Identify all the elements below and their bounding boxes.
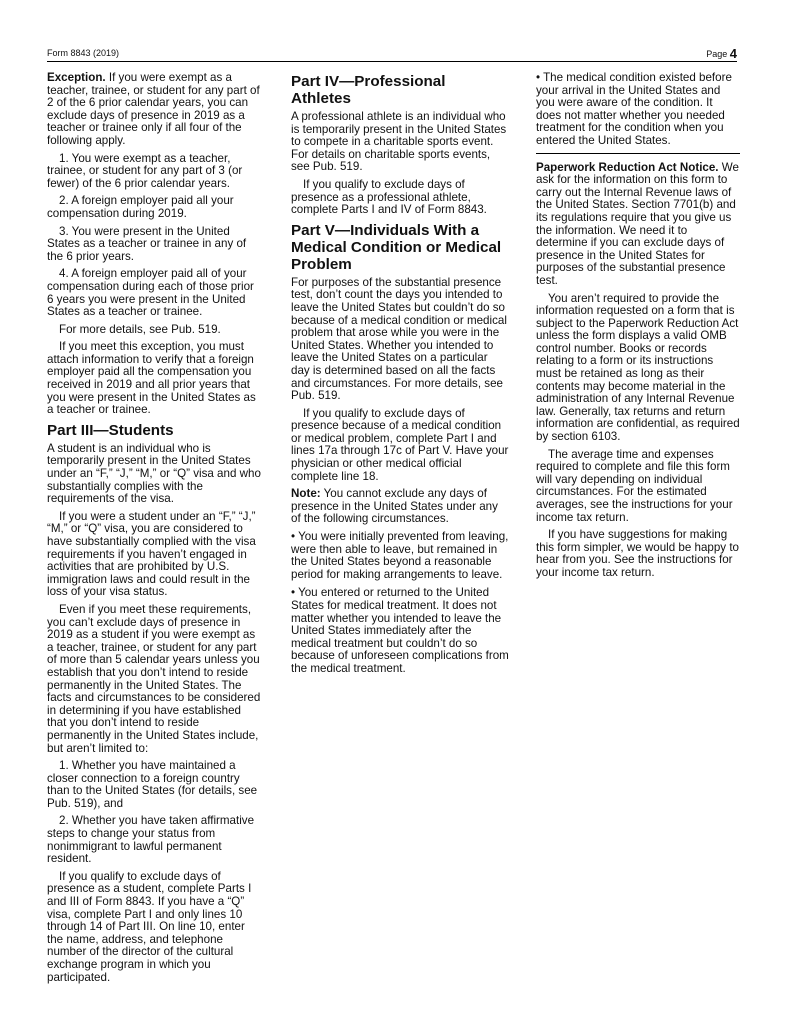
exception-paragraph — [47, 72, 263, 148]
part3-item-1: 1. Whether you have maintained a closer connection to a foreign country than to the United States (for details, see Pub. 519), and — [47, 759, 258, 810]
part4-heading: Part IV—Professional Athletes — [291, 73, 446, 107]
header-rule — [47, 61, 737, 62]
pra-paragraph-4: If you have suggestions for making this form simpler, we would be happy to hear from you. See the instructions for your income tax return. — [536, 528, 739, 579]
part5-heading: Part V—Individuals With a Medical Condition or Medical Problem — [291, 221, 502, 273]
part3-item-2: 2. Whether you have taken affirmative steps to change your status from nonimmigrant to lawful permanent resident. — [47, 814, 255, 866]
page-label: Page — [706, 49, 728, 59]
circumstance-list — [291, 531, 509, 676]
part5-paragraph-1: For purposes of the substantial presence test, don’t count the days you intended to leave the United States but couldn’t do so because of a medical condition or medical problem that arose while you were in the United States. Whether you intended to leave the United States on a particular day is determined based on all the facts and circumstances. For more details, see Pub. 519. — [291, 275, 507, 403]
note-text: You cannot exclude any days of presence in the United States under any of the following circumstances. — [291, 487, 498, 526]
part4-paragraph-1: A professional athlete is an individual who is temporarily present in the United States to compete in a charitable sports event. For details on charitable sports events, see Pub. 519. — [291, 110, 507, 174]
attach-info-text: If you meet this exception, you must attach information to verify that a foreign employer paid all the compensation you received in 2019 and all prior years that you were present in the United States as a teacher or trainee. — [47, 340, 256, 417]
part3-paragraph-3: Even if you meet these requirements, you can’t exclude days of presence in 2019 as a student if you were exempt as a teacher, trainee, or student for any part of more than 5 calendar years unless you establish that you don’t intend to reside permanently in the United States. The facts and circumstances to be considered in determining if you have established that you don’t intend to reside permanently in the United States include, but aren’t limited to: — [47, 602, 261, 755]
note-paragraph — [291, 488, 509, 526]
part3-heading: Part III—Students — [47, 421, 174, 439]
circumstance-bullet-3: • The medical condition existed before your arrival in the United States and you were aware of the condition. It does not matter whether you needed treatment for the condition when you entered the United States. — [536, 71, 732, 147]
exception-item-4: 4. A foreign employer paid all of your compensation during each of those prior 6 years you were present in the United States as a teacher or trainee. — [47, 267, 254, 319]
pra-paragraph-2: You aren’t required to provide the information requested on a form that is subject to the Paperwork Reduction Act unless the form displays a valid OMB control number. Books or records relating to a form or its instructions must be retained as long as their contents may become material in the administration of any Internal Revenue law. Generally, tax returns and return information are confidential, as required by section 6103. — [536, 291, 740, 444]
page-header — [47, 46, 737, 60]
pra-text-1: We ask for the information on this form to carry out the Internal Revenue laws of the United States. Section 7701(b) and its regulations require that you give us the information. We need it to determine if you can exclude days of presence in the United States for purposes of the substantial presence test. — [536, 160, 739, 287]
page-indicator — [706, 46, 737, 61]
exception-text: If you were exempt as a teacher, trainee, or student for any part of 2 of the 6 prior calendar years, you can exclude days of presence in 2019 as a teacher or trainee only if all four of the following apply. — [47, 71, 260, 147]
pra-paragraph-3: The average time and expenses required to complete and file this form will vary depending on individual circumstances. For the estimated averages, see the instructions for your income tax return. — [536, 447, 733, 524]
circumstance-bullet-2: • You entered or returned to the United States for medical treatment. It does not matter whether you intended to leave the United States immediately after the medical treatment but couldn’t do so because of unforeseen complications from the medical treatment. — [291, 586, 509, 675]
column-middle — [291, 72, 509, 682]
pra-paragraph-1 — [536, 162, 740, 288]
part3-paragraph-4: If you qualify to exclude days of presence as a student, complete Parts I and III of Form 8843. If you have a “Q” visa, complete Part I and only lines 10 through 14 of Part III. On line 10, enter the name, address, and telephone number of the director of the cultural exchange program in which you participated. — [47, 869, 252, 984]
part3-paragraph-2: If you were a student under an “F,” “J,” “M,” or “Q” visa, you are considered to have substantially complied with the visa requirements if you haven’t engaged in activities that are prohibited by U.S. immigration laws and could result in the loss of your visa status. — [47, 509, 256, 599]
column-left — [47, 72, 263, 989]
part3-paragraph-1: A student is an individual who is temporarily present in the United States under an “F,” “J,” “M,” or “Q” visa and who substantially complies with the requirements of the visa. — [47, 441, 261, 506]
exception-title: Exception. — [47, 71, 106, 84]
exception-item-1: 1. You were exempt as a teacher, trainee, or student for any part of 3 (or fewer) of the 6 prior calendar years. — [47, 151, 243, 190]
exception-item-3: 3. You were present in the United States as a teacher or trainee in any of the 6 prior years. — [47, 224, 247, 263]
circumstance-bullet-1: • You were initially prevented from leaving, were then able to leave, but remained in the United States beyond a reasonable period for making arrangements to leave. — [291, 530, 509, 581]
section-divider — [536, 153, 740, 154]
more-details-text: For more details, see Pub. 519. — [59, 322, 221, 336]
pra-title: Paperwork Reduction Act Notice. — [536, 160, 719, 174]
page-number: 4 — [729, 46, 737, 61]
column-right — [536, 72, 740, 585]
part4-paragraph-2: If you qualify to exclude days of presence as a professional athlete, complete Parts I and IV of Form 8843. — [291, 177, 487, 217]
form-label: Form 8843 (2019) — [47, 48, 120, 58]
exception-item-2: 2. A foreign employer paid all your compensation during 2019. — [47, 194, 234, 220]
part5-paragraph-2: If you qualify to exclude days of presence because of a medical condition or medical problem, complete Part I and lines 17a through 17c of Part V. Have your physician or other medical official complete line 18. — [291, 406, 509, 483]
note-label: Note: — [291, 487, 321, 501]
